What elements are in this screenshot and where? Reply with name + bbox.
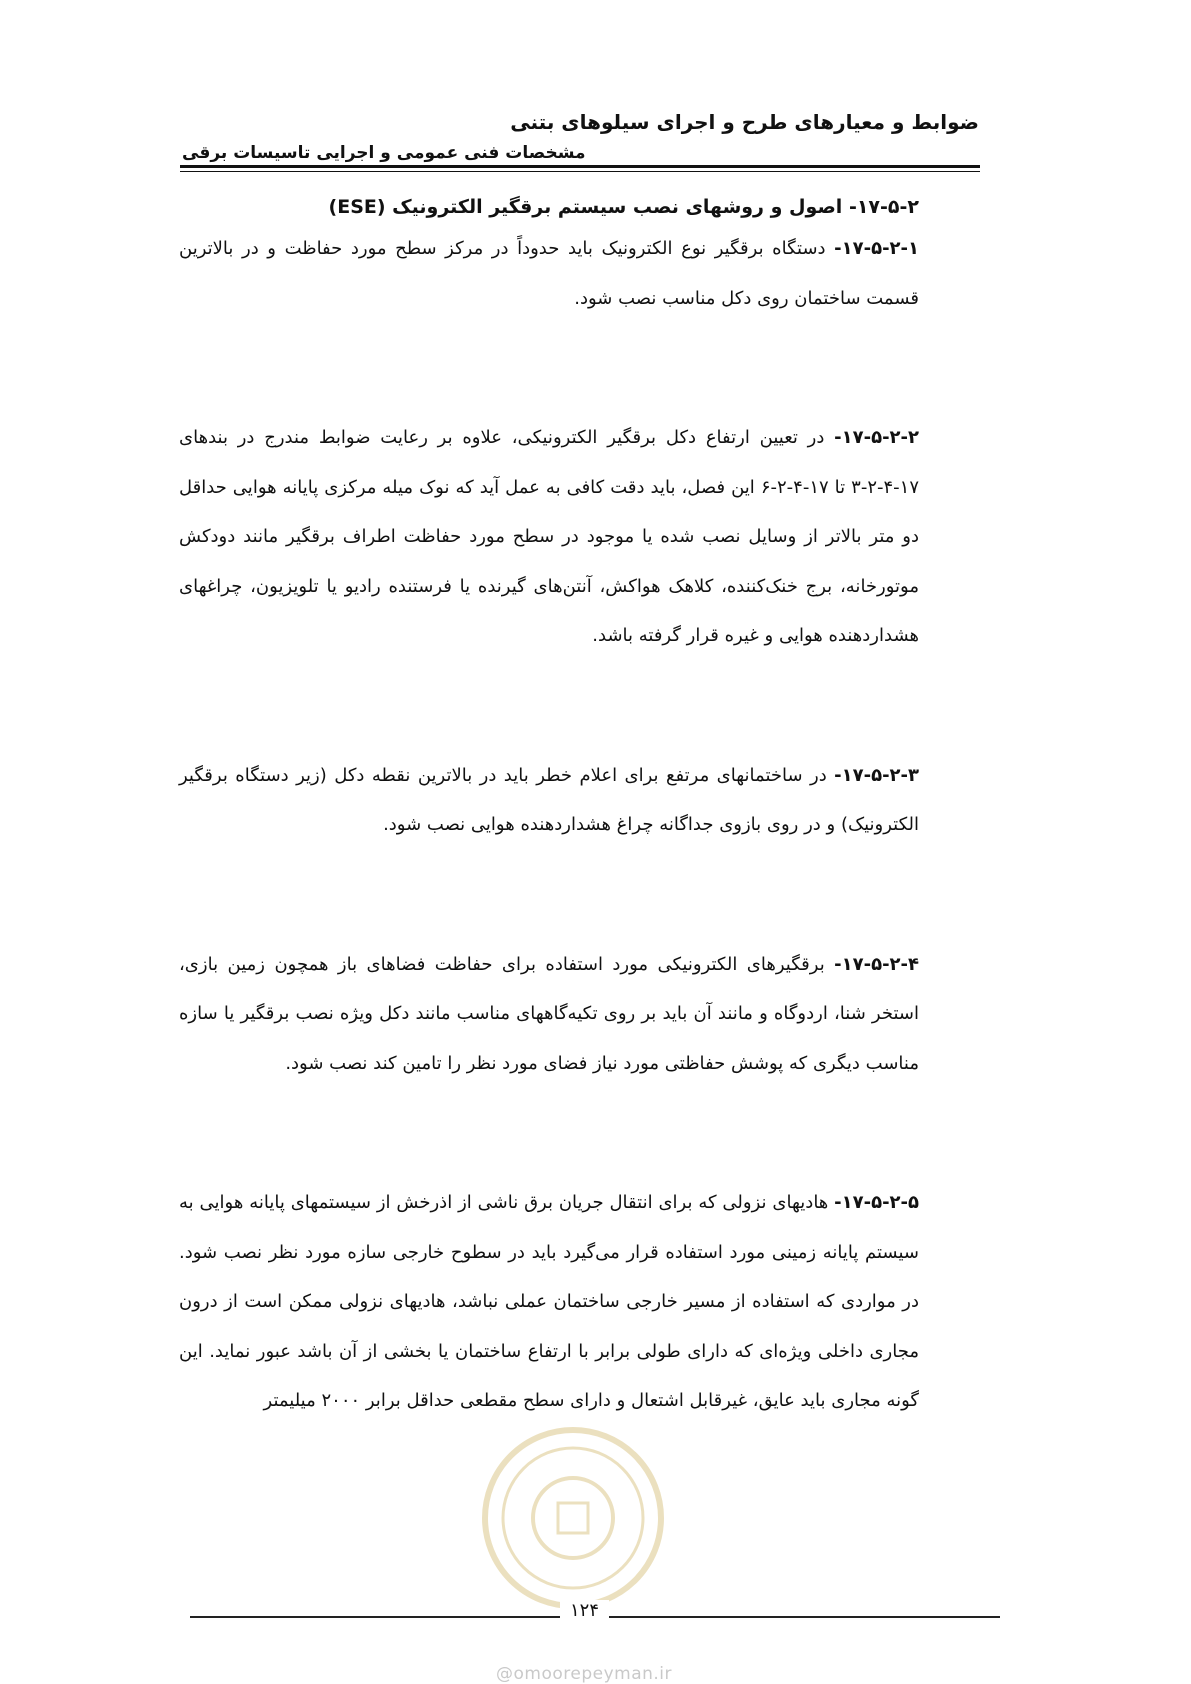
paragraph-number: ۱۷-۵-۲-۳- [834, 764, 919, 786]
watermark-seal-icon [478, 1418, 668, 1628]
page-number: ۱۲۴ [560, 1600, 609, 1621]
paragraph-spacer [179, 850, 919, 940]
section-title: اصول و روشهای نصب سیستم برقگیر الکترونیک (ESE) [328, 196, 843, 218]
paragraph-1 [179, 224, 919, 323]
paragraph-text: هادیهای نزولی که برای انتقال جریان برق ناشی از اذرخش از سیستمهای پایانه هوایی به سیستم پایانه زمینی مورد استفاده قرار می‌گیرد باید در سطوح خارجی سازه مورد نظر نصب شود. در مواردی که استفاده از مسیر خارجی ساختمان عملی نباشد، هادیهای نزولی ممکن است از درون مجاری داخلی ویژه‌ای که دارای طولی برابر با ارتفاع ساختمان یا بخشی از آن باشد عبور نماید. این گونه مجاری باید عایق، غیرقابل اشتعال و دارای سطح مقطعی حداقل برابر ۲۰۰۰ میلیمتر [179, 1192, 919, 1411]
paragraph-spacer [179, 323, 919, 413]
document-body [179, 196, 919, 1426]
paragraph-spacer [179, 1088, 919, 1178]
paragraph-text: دستگاه برقگیر نوع الکترونیک باید حدوداً در مرکز سطح مورد حفاظت و در بالاترین قسمت ساختمان روی دکل مناسب نصب شود. [179, 238, 919, 309]
paragraph-number: ۱۷-۵-۲-۲- [834, 427, 919, 448]
section-number: ۱۷-۵-۲- [848, 196, 919, 218]
paragraph-3 [179, 751, 919, 850]
book-title: ضوابط و معیارهای طرح و اجرای سیلوهای بتنی [510, 110, 979, 134]
paragraph-2 [179, 413, 919, 661]
paragraph-text: برقگیرهای الکترونیکی مورد استفاده برای حفاظت فضاهای باز همچون زمین بازی، استخر شنا، اردوگاه و مانند آن باید بر روی تکیه‌گاههای مناسب مانند دکل ویژه نصب برقگیر یا سازه مناسب دیگری که پوشش حفاظتی مورد نیاز فضای مورد نظر را تامین کند نصب شود. [179, 953, 919, 1074]
paragraph-text: در ساختمانهای مرتفع برای اعلام خطر باید در بالاترین نقطه دکل (زیر دستگاه برقگیر الکترونیک) و در روی بازوی جداگانه چراغ هشداردهنده هوایی نصب شود. [179, 764, 919, 835]
paragraph-number: ۱۷-۵-۲-۵- [834, 1192, 919, 1213]
paragraph-number: ۱۷-۵-۲-۴- [834, 953, 919, 975]
header-rule-thick [180, 165, 980, 168]
paragraph-number: ۱۷-۵-۲-۱- [834, 238, 919, 259]
paragraph-text: در تعیین ارتفاع دکل برقگیر الکترونیکی، علاوه بر رعایت ضوابط مندرج در بندهای ۱۷-۴-۲-۳ تا ۱۷-۴-۲-۶ این فصل، باید دقت کافی به عمل آید که نوک میله مرکزی پایانه هوایی حداقل دو متر بالاتر از وسایل نصب شده یا موجود در سطح مورد حفاظت اطراف برقگیر مانند دودکش موتورخانه، برج خنک‌کننده، کلاهک هواکش، آنتن‌های گیرنده یا فرستنده رادیو یا تلویزیون، چراغهای هشداردهنده هوایی و غیره قرار گرفته باشد. [179, 427, 920, 646]
chapter-title: مشخصات فنی عمومی و اجرایی تاسیسات برقی [182, 143, 586, 163]
header-rule-thin [180, 171, 980, 172]
paragraph-5 [179, 1178, 919, 1426]
paragraph-spacer [179, 661, 919, 751]
section-heading [179, 196, 919, 218]
watermark-text: @omoorepeyman.ir [496, 1664, 673, 1684]
paragraph-4 [179, 940, 919, 1089]
